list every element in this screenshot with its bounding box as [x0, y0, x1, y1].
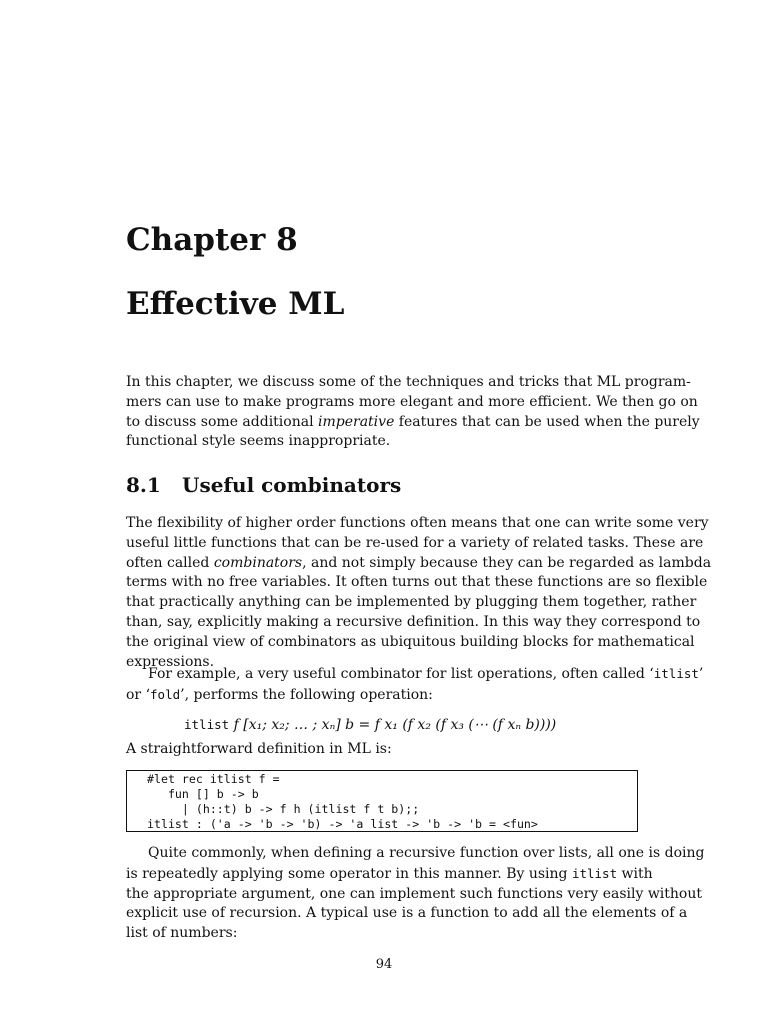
section-number: 8.1 [126, 473, 161, 497]
intro-line: mers can use to make programs more elegant and more efficient. We then go on [126, 393, 698, 410]
paragraph-line: explicit use of recursion. A typical use is a function to add all the elements of a [126, 905, 688, 922]
paragraph-line: that practically anything can be implemented by plugging them together, rather [126, 594, 697, 611]
paragraph-line: the appropriate argument, one can implement such functions very easily without [126, 885, 702, 902]
paragraph-line: For example, a very useful combinator for list operations, often called ‘itlist’ [148, 666, 704, 682]
inline-code: itlist [571, 865, 618, 881]
inline-code: fold [150, 686, 181, 702]
paragraph-line: A straightforward definition in ML is: [126, 741, 392, 757]
paragraph-combinators [126, 514, 712, 672]
section-title: Useful combinators [182, 473, 402, 497]
emphasis-text: imperative [318, 413, 395, 430]
page-number: 94 [375, 957, 393, 972]
paragraph-line: useful little functions that can be re-used for a variety of related tasks. These are [126, 534, 704, 551]
paragraph-example [126, 664, 704, 706]
chapter-label: Chapter 8 [126, 222, 298, 258]
formula-expression: f [x₁; x₂; … ; xₙ] b = f x₁ (f x₂ (f x₃ (⋯ (f xₙ b)))) [229, 717, 557, 733]
paragraph-recursion [126, 844, 705, 944]
code-line: #let rec itlist f = [147, 772, 280, 786]
paragraph-line: The flexibility of higher order functions often means that one can write some very [126, 515, 709, 531]
paragraph-line: or ‘fold’, performs the following operation: [126, 686, 433, 703]
paragraph-line: often called combinators, and not simply because they can be regarded as lambda [126, 554, 712, 571]
paragraph-line: expressions. [126, 653, 215, 670]
intro-line: functional style seems inappropriate. [126, 433, 391, 450]
emphasis-text: combinators [213, 554, 303, 571]
code-line: fun [] b -> b [147, 787, 259, 801]
paragraph-line: than, say, explicitly making a recursive definition. In this way they correspond to [126, 613, 701, 630]
paragraph-line: list of numbers: [126, 925, 238, 942]
section-heading [126, 473, 401, 497]
intro-line: to discuss some additional imperative features that can be used when the purely [126, 413, 700, 430]
chapter-title: Effective ML [126, 286, 345, 322]
paragraph-line: terms with no free variables. It often turns out that these functions are so flexible [126, 574, 708, 591]
formula-code: itlist [184, 717, 230, 732]
paragraph-line: Quite commonly, when defining a recursive function over lists, all one is doing [148, 845, 705, 861]
intro-paragraph [126, 373, 700, 452]
itlist-formula [184, 717, 556, 733]
paragraph-line: is repeatedly applying some operator in this manner. By using itlist with [126, 865, 653, 882]
paragraph-line: the original view of combinators as ubiquitous building blocks for mathematical [126, 633, 695, 650]
inline-code: itlist [653, 666, 699, 681]
paragraph-definition-intro [126, 740, 642, 760]
intro-line: In this chapter, we discuss some of the techniques and tricks that ML program- [126, 374, 691, 390]
code-line: itlist : ('a -> 'b -> 'b) -> 'a list -> 'b -> 'b = <fun> [147, 817, 538, 831]
code-block [126, 770, 638, 832]
code-line: | (h::t) b -> f h (itlist f t b);; [147, 802, 420, 816]
